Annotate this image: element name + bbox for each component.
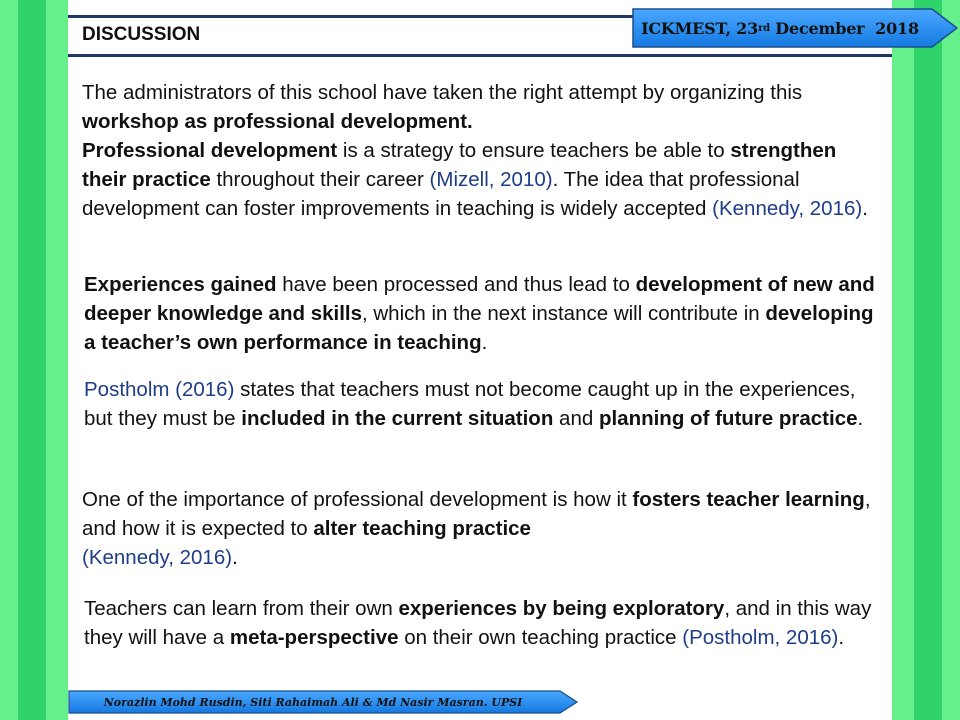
text-run: One of the importance of professional development is how it xyxy=(82,488,633,511)
bold-text: Experiences gained xyxy=(84,273,277,296)
text-run: The administrators of this school have taken the right attempt by organizing this xyxy=(82,81,803,104)
right-border-stripe-middle xyxy=(914,0,942,720)
text-run: Teachers can learn from their own xyxy=(84,597,399,620)
paragraph-postholm xyxy=(84,375,884,433)
left-border-stripe-middle xyxy=(18,0,46,720)
bold-text: strengthen their practice xyxy=(82,139,837,191)
bold-text: included in the current situation xyxy=(241,407,554,430)
conference-banner xyxy=(632,8,958,48)
text-run: and xyxy=(553,407,599,430)
left-border-stripe-outer xyxy=(0,0,18,720)
right-border-stripe-outer xyxy=(942,0,960,720)
conference-banner-text xyxy=(632,8,928,48)
page-title: DISCUSSION xyxy=(82,24,201,45)
text-run: is a strategy to ensure teachers be able to xyxy=(337,139,731,162)
banner-date-suffix: December 2018 xyxy=(769,18,919,38)
text-run: states that teachers must not become caught up in the experiences, but they must be xyxy=(84,378,856,430)
left-border-stripe-inner xyxy=(46,0,68,720)
paragraph-professional-development xyxy=(82,78,882,223)
text-run: , which in the next instance will contribute in xyxy=(361,302,766,325)
banner-date-superscript: rd xyxy=(758,22,770,34)
text-run: . The idea that professional development can foster improvements in teaching is widely accepted xyxy=(82,168,800,220)
authors-banner-text: Norazlin Mohd Rusdin, Siti Rahaimah Ali & Md Nasir Masran. UPSI xyxy=(103,695,523,709)
bold-text: workshop as professional development. xyxy=(82,110,473,133)
bold-text: development of new and deeper knowledge and skills xyxy=(84,273,875,325)
bold-text: meta-perspective xyxy=(229,626,399,649)
paragraph-meta-perspective xyxy=(84,594,884,652)
bold-text: fosters teacher learning xyxy=(632,488,865,511)
text-run: throughout their career xyxy=(210,168,430,191)
header-rule-bottom xyxy=(68,54,892,57)
banner-date-prefix: ICKMEST, 23 xyxy=(641,18,759,38)
bold-text: planning of future practice xyxy=(598,407,858,430)
text-run: , and how it is expected to xyxy=(82,488,871,540)
authors-banner xyxy=(68,690,578,714)
bold-text: developing a teacher’s own performance in teaching xyxy=(84,302,874,354)
paragraph-teacher-learning xyxy=(82,485,882,572)
citation: (Postholm, 2016) xyxy=(682,626,839,649)
bold-text: experiences by being exploratory xyxy=(398,597,725,620)
citation: Postholm (2016) xyxy=(84,378,235,401)
bold-text: alter teaching practice xyxy=(313,517,531,540)
bold-text: Professional development xyxy=(82,139,338,162)
text-run: . xyxy=(857,407,864,430)
citation: (Kennedy, 2016) xyxy=(82,546,233,569)
text-run: have been processed and thus lead to xyxy=(276,273,636,296)
text-run: . xyxy=(481,331,488,354)
right-border-stripe-inner xyxy=(892,0,914,720)
text-run: . xyxy=(862,197,868,220)
text-run: , and in this way they will have a xyxy=(84,597,872,649)
citation: (Kennedy, 2016) xyxy=(712,197,863,220)
citation: (Mizell, 2010) xyxy=(429,168,553,191)
text-run: on their own teaching practice xyxy=(398,626,683,649)
paragraph-experiences-gained xyxy=(84,270,884,357)
text-run: . xyxy=(838,626,845,649)
text-run: . xyxy=(232,546,238,569)
